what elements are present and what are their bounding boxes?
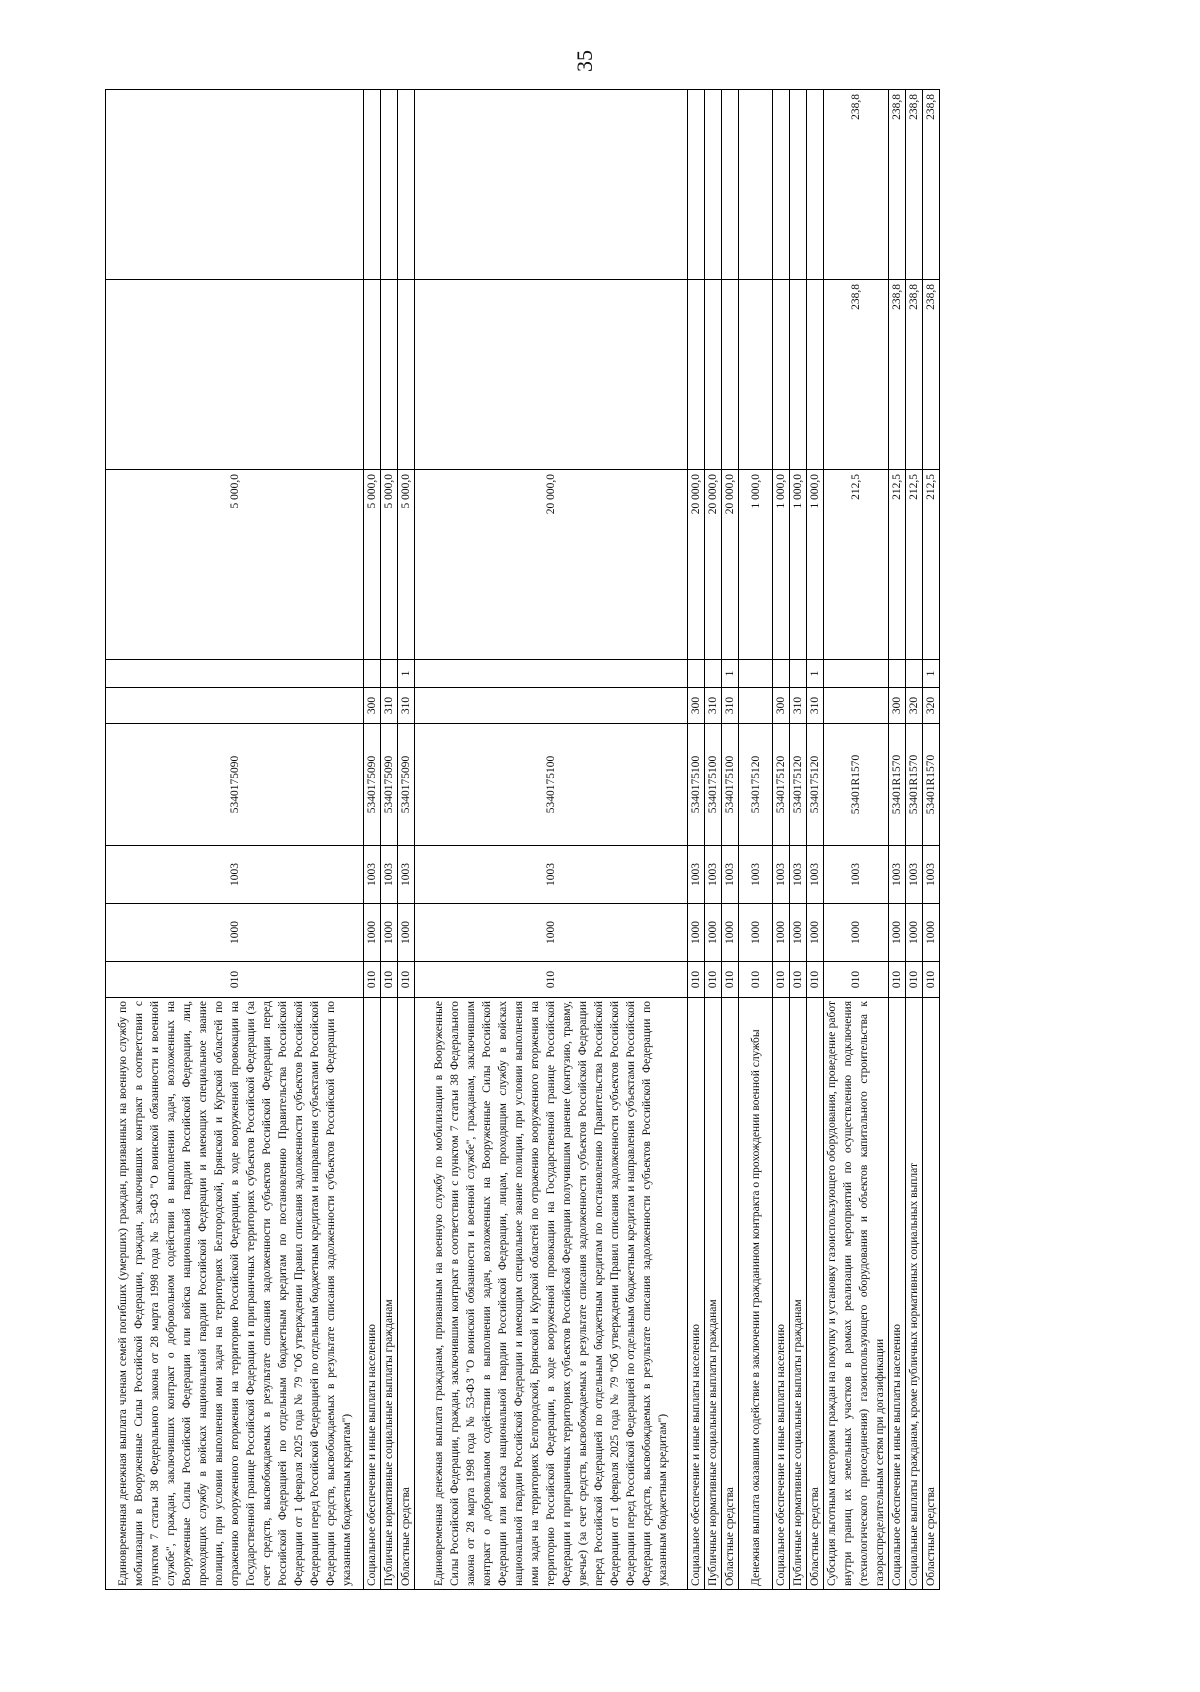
cell-expense-type: 310 — [705, 688, 722, 724]
cell-mark: 1 — [398, 660, 415, 688]
cell-name: Публичные нормативные социальные выплаты гражданам — [705, 998, 722, 1590]
table-row — [381, 90, 398, 1590]
cell-section: 1000 — [906, 904, 923, 962]
cell-amount-3: 238,8 — [889, 90, 906, 280]
cell-mark: 1 — [923, 660, 940, 688]
cell-section: 1000 — [739, 904, 773, 962]
cell-amount-1: 1 000,0 — [790, 470, 807, 660]
cell-section: 1000 — [364, 904, 381, 962]
table-row — [824, 90, 889, 1590]
cell-subsection: 1003 — [807, 846, 824, 904]
cell-mark — [381, 660, 398, 688]
cell-subsection: 1003 — [705, 846, 722, 904]
cell-amount-3 — [381, 90, 398, 280]
cell-target-article: 5340175120 — [807, 724, 824, 846]
cell-amount-3 — [773, 90, 790, 280]
budget-table — [105, 89, 940, 1590]
budget-table-rotated — [105, 90, 1045, 1590]
table-body — [106, 90, 940, 1590]
cell-expense-type: 310 — [722, 688, 739, 724]
cell-name: Публичные нормативные социальные выплаты гражданам — [790, 998, 807, 1590]
cell-name: Социальное обеспечение и иные выплаты населению — [889, 998, 906, 1590]
cell-section: 1000 — [688, 904, 705, 962]
cell-mark: 1 — [807, 660, 824, 688]
cell-ministry: 010 — [381, 962, 398, 998]
cell-amount-1: 212,5 — [824, 470, 889, 660]
cell-expense-type: 310 — [398, 688, 415, 724]
cell-expense-type: 300 — [773, 688, 790, 724]
cell-expense-type: 300 — [889, 688, 906, 724]
table-row — [889, 90, 906, 1590]
table-row — [906, 90, 923, 1590]
table-row — [364, 90, 381, 1590]
cell-mark: 1 — [722, 660, 739, 688]
cell-subsection: 1003 — [398, 846, 415, 904]
cell-ministry: 010 — [106, 962, 364, 998]
cell-amount-3 — [364, 90, 381, 280]
cell-name: Социальное обеспечение и иные выплаты населению — [773, 998, 790, 1590]
table-row — [415, 90, 688, 1590]
cell-target-article: 5340175100 — [722, 724, 739, 846]
cell-mark — [889, 660, 906, 688]
cell-name: Областные средства — [807, 998, 824, 1590]
cell-amount-3 — [705, 90, 722, 280]
cell-subsection: 1003 — [739, 846, 773, 904]
cell-amount-2: 238,8 — [923, 280, 940, 470]
cell-amount-3 — [398, 90, 415, 280]
cell-subsection: 1003 — [923, 846, 940, 904]
cell-mark — [688, 660, 705, 688]
table-row — [739, 90, 773, 1590]
cell-amount-3 — [688, 90, 705, 280]
cell-amount-2 — [739, 280, 773, 470]
cell-amount-2 — [773, 280, 790, 470]
cell-amount-2 — [807, 280, 824, 470]
cell-amount-2 — [688, 280, 705, 470]
cell-subsection: 1003 — [824, 846, 889, 904]
cell-target-article: 5340175100 — [415, 724, 688, 846]
cell-amount-3 — [106, 90, 364, 280]
cell-amount-1: 5 000,0 — [106, 470, 364, 660]
cell-amount-2 — [415, 280, 688, 470]
cell-amount-2: 238,8 — [906, 280, 923, 470]
table-row — [923, 90, 940, 1590]
cell-target-article: 5340175120 — [790, 724, 807, 846]
table-row — [688, 90, 705, 1590]
cell-section: 1000 — [773, 904, 790, 962]
cell-section: 1000 — [106, 904, 364, 962]
cell-mark — [364, 660, 381, 688]
cell-target-article: 5340175120 — [773, 724, 790, 846]
cell-ministry: 010 — [722, 962, 739, 998]
cell-name: Публичные нормативные социальные выплаты гражданам — [381, 998, 398, 1590]
cell-expense-type: 320 — [906, 688, 923, 724]
cell-subsection: 1003 — [906, 846, 923, 904]
cell-amount-2 — [398, 280, 415, 470]
cell-amount-3 — [790, 90, 807, 280]
cell-section: 1000 — [889, 904, 906, 962]
cell-target-article: 5340175120 — [739, 724, 773, 846]
cell-name: Областные средства — [923, 998, 940, 1590]
cell-target-article: 5340175100 — [705, 724, 722, 846]
cell-amount-2 — [705, 280, 722, 470]
cell-mark — [906, 660, 923, 688]
table-row — [790, 90, 807, 1590]
cell-target-article: 53401R1570 — [889, 724, 906, 846]
cell-name: Социальное обеспечение и иные выплаты населению — [364, 998, 381, 1590]
cell-expense-type: 310 — [381, 688, 398, 724]
cell-name: Единовременная денежная выплата членам семей погибших (умерших) граждан, призванных на военную службу по мобилизации в Вооруженные Силы Российской Федерации, граждан, заключивших контракт в соответствии с пунктом 7 статьи 38 Федерального закона от 28 марта 1998 года № 53-ФЗ "О воинской обязанности и военной службе", граждан, заключивших контракт о добровольном содействии в выполнении задач, возложенных на Вооруженные Силы Российской Федерации или войска национальной гвардии Российской Федерации, лиц, проходящих службу в войсках национальной гвардии Российской Федерации и имеющих специальное звание полиции, при условии выполнения ими задач на территориях Белгородской, Брянской и Курской областей по отражению вооруженного вторжения на территорию Российской Федерации, в ходе вооруженной провокации на Государственной границе Российской Федерации и приграничных территориях субъектов Российской Федерации (за счет средств, высвобождаемых в результате списания задолженности субъектов Российской Федерации перед Российской Федерацией по отдельным бюджетным кредитам по постановлению Правительства Российской Федерации от 1 февраля 2025 года № 79 "Об утверждении Правил списания задолженности субъектов Российской Федерации перед Российской Федерацией по отдельным бюджетным кредитам и направления субъектами Российской Федерации средств, высвобождаемых в результате списания задолженности субъектов Российской Федерации по указанным бюджетным кредитам") — [106, 998, 364, 1590]
cell-name: Единовременная денежная выплата гражданам, призванным на военную службу по мобилизации в Вооруженные Силы Российской Федерации, граждан, заключившим контракт в соответствии с пунктом 7 статьи 38 Федерального закона от 28 марта 1998 года № 53-ФЗ "О воинской обязанности и военной службе", гражданам, заключившим контракт о добровольном содействии в выполнении задач, возложенных на Вооруженные Силы Российской Федерации или войска национальной гвардии Российской Федерации, лицам, проходящим службу в войсках национальной гвардии Российской Федерации и имеющим специальное звание полиции, при условии выполнения ими задач на территориях Белгородской, Брянской и Курской областей по отражению вооруженного вторжения на территорию Российской Федерации, в ходе вооруженной провокации на Государственной границе Российской Федерации и приграничных территориях субъектов Российской Федерации получившим ранение (контузию, травму, увечье) (за счет средств, высвобождаемых в результате списания задолженности субъектов Российской Федерации перед Российской Федерацией по отдельным бюджетным кредитам по постановлению Правительства Российской Федерации от 1 февраля 2025 года № 79 "Об утверждении Правил списания задолженности субъектов Российской Федерации перед Российской Федерацией по отдельным бюджетным кредитам и направления субъектами Российской Федерации средств, высвобождаемых в результате списания задолженности субъектов Российской Федерации по указанным бюджетным кредитам") — [415, 998, 688, 1590]
cell-section: 1000 — [415, 904, 688, 962]
cell-amount-3 — [739, 90, 773, 280]
cell-ministry: 010 — [807, 962, 824, 998]
cell-subsection: 1003 — [364, 846, 381, 904]
cell-amount-1: 5 000,0 — [381, 470, 398, 660]
cell-ministry: 010 — [773, 962, 790, 998]
cell-subsection: 1003 — [415, 846, 688, 904]
cell-section: 1000 — [790, 904, 807, 962]
cell-target-article: 53401R1570 — [923, 724, 940, 846]
cell-amount-1: 212,5 — [889, 470, 906, 660]
cell-subsection: 1003 — [381, 846, 398, 904]
cell-expense-type — [824, 688, 889, 724]
cell-mark — [739, 660, 773, 688]
cell-amount-1: 1 000,0 — [773, 470, 790, 660]
cell-amount-1: 5 000,0 — [364, 470, 381, 660]
cell-ministry: 010 — [398, 962, 415, 998]
cell-expense-type: 300 — [688, 688, 705, 724]
cell-mark — [415, 660, 688, 688]
cell-ministry: 010 — [364, 962, 381, 998]
cell-ministry: 010 — [889, 962, 906, 998]
page-number: 35 — [572, 50, 597, 72]
cell-amount-2 — [381, 280, 398, 470]
cell-mark — [790, 660, 807, 688]
cell-amount-1: 20 000,0 — [722, 470, 739, 660]
cell-amount-1: 1 000,0 — [739, 470, 773, 660]
cell-subsection: 1003 — [773, 846, 790, 904]
table-row — [106, 90, 364, 1590]
table-row — [773, 90, 790, 1590]
table-row — [722, 90, 739, 1590]
cell-amount-3: 238,8 — [906, 90, 923, 280]
cell-name: Денежная выплата оказавшим содействие в заключении гражданином контракта о прохождении военной службы — [739, 998, 773, 1590]
cell-expense-type: 310 — [807, 688, 824, 724]
cell-amount-1: 20 000,0 — [415, 470, 688, 660]
cell-expense-type — [739, 688, 773, 724]
cell-section: 1000 — [705, 904, 722, 962]
cell-target-article: 53401R1570 — [824, 724, 889, 846]
table-row — [398, 90, 415, 1590]
cell-section: 1000 — [398, 904, 415, 962]
cell-target-article: 5340175090 — [381, 724, 398, 846]
cell-amount-3 — [415, 90, 688, 280]
cell-ministry: 010 — [923, 962, 940, 998]
cell-amount-3 — [722, 90, 739, 280]
table-row — [705, 90, 722, 1590]
cell-expense-type — [106, 688, 364, 724]
cell-section: 1000 — [824, 904, 889, 962]
cell-ministry: 010 — [415, 962, 688, 998]
cell-ministry: 010 — [705, 962, 722, 998]
cell-target-article: 5340175090 — [106, 724, 364, 846]
cell-ministry: 010 — [688, 962, 705, 998]
cell-ministry: 010 — [739, 962, 773, 998]
cell-expense-type: 320 — [923, 688, 940, 724]
cell-expense-type — [415, 688, 688, 724]
cell-name: Социальное обеспечение и иные выплаты населению — [688, 998, 705, 1590]
cell-mark — [773, 660, 790, 688]
cell-section: 1000 — [722, 904, 739, 962]
table-row — [807, 90, 824, 1590]
cell-ministry: 010 — [824, 962, 889, 998]
cell-amount-3: 238,8 — [923, 90, 940, 280]
cell-name: Областные средства — [722, 998, 739, 1590]
cell-subsection: 1003 — [106, 846, 364, 904]
cell-subsection: 1003 — [688, 846, 705, 904]
cell-subsection: 1003 — [889, 846, 906, 904]
cell-mark — [106, 660, 364, 688]
cell-target-article: 5340175100 — [688, 724, 705, 846]
cell-target-article: 5340175090 — [398, 724, 415, 846]
cell-subsection: 1003 — [790, 846, 807, 904]
cell-amount-3: 238,8 — [824, 90, 889, 280]
cell-expense-type: 310 — [790, 688, 807, 724]
cell-ministry: 010 — [790, 962, 807, 998]
cell-amount-2 — [364, 280, 381, 470]
cell-target-article: 53401R1570 — [906, 724, 923, 846]
cell-amount-1: 20 000,0 — [705, 470, 722, 660]
cell-section: 1000 — [807, 904, 824, 962]
cell-amount-1: 1 000,0 — [807, 470, 824, 660]
cell-ministry: 010 — [906, 962, 923, 998]
cell-amount-2: 238,8 — [889, 280, 906, 470]
cell-amount-2 — [722, 280, 739, 470]
cell-amount-1: 212,5 — [923, 470, 940, 660]
cell-name: Социальные выплаты гражданам, кроме публичных нормативных социальных выплат — [906, 998, 923, 1590]
cell-amount-1: 5 000,0 — [398, 470, 415, 660]
cell-mark — [705, 660, 722, 688]
cell-name: Субсидия льготным категориям граждан на покупку и установку газоиспользующего оборудования, проведение работ внутри границ их земельных участков в рамках реализации мероприятий по осуществлению подключения (технологического присоединения) газоиспользующего оборудования и объектов капитального строительства к газораспределительным сетям при догазификации — [824, 998, 889, 1590]
cell-amount-2 — [790, 280, 807, 470]
cell-amount-1: 212,5 — [906, 470, 923, 660]
cell-mark — [824, 660, 889, 688]
cell-section: 1000 — [381, 904, 398, 962]
cell-amount-2: 238,8 — [824, 280, 889, 470]
cell-subsection: 1003 — [722, 846, 739, 904]
cell-amount-2 — [106, 280, 364, 470]
cell-section: 1000 — [923, 904, 940, 962]
cell-expense-type: 300 — [364, 688, 381, 724]
cell-amount-1: 20 000,0 — [688, 470, 705, 660]
cell-amount-3 — [807, 90, 824, 280]
cell-target-article: 5340175090 — [364, 724, 381, 846]
cell-name: Областные средства — [398, 998, 415, 1590]
